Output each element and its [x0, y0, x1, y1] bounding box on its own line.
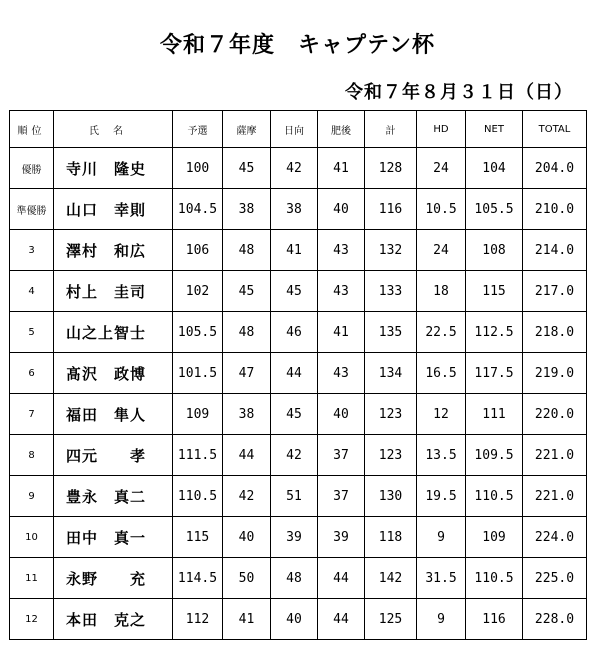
satsuma-score: 42: [223, 476, 271, 517]
satsuma-score: 47: [223, 353, 271, 394]
net-score: 110.5: [466, 558, 523, 599]
kei-score: 135: [365, 312, 417, 353]
satsuma-score: 44: [223, 435, 271, 476]
yosen-score: 109: [173, 394, 223, 435]
yosen-score: 106: [173, 230, 223, 271]
player-name: 福田 隼人: [54, 394, 173, 435]
table-row: [10, 148, 587, 189]
net-score: 109: [466, 517, 523, 558]
table-row: [10, 189, 587, 230]
player-name: 寺川 隆史: [54, 148, 173, 189]
rank-cell: 準優勝: [10, 189, 54, 230]
higo-score: 41: [318, 148, 365, 189]
total-score: 210.0: [523, 189, 587, 230]
satsuma-score: 48: [223, 230, 271, 271]
hyuga-score: 40: [271, 599, 318, 640]
hyuga-score: 45: [271, 394, 318, 435]
event-date: 令和７年８月３１日（日）: [345, 82, 573, 103]
higo-score: 43: [318, 271, 365, 312]
rank-cell: 優勝: [10, 148, 54, 189]
header-row: [10, 111, 587, 148]
table-row: [10, 312, 587, 353]
table-row: [10, 230, 587, 271]
player-name: 山口 幸則: [54, 189, 173, 230]
player-name: 豊永 真二: [54, 476, 173, 517]
higo-score: 43: [318, 230, 365, 271]
satsuma-score: 41: [223, 599, 271, 640]
player-name: 本田 克之: [54, 599, 173, 640]
player-name: 澤村 和広: [54, 230, 173, 271]
handicap: 10.5: [417, 189, 466, 230]
kei-score: 123: [365, 435, 417, 476]
column-header-rank: 順位: [10, 111, 54, 148]
column-header-name: 氏名: [54, 111, 173, 148]
yosen-score: 110.5: [173, 476, 223, 517]
kei-score: 118: [365, 517, 417, 558]
rank-cell: 9: [10, 476, 54, 517]
net-score: 115: [466, 271, 523, 312]
results-table: [9, 110, 587, 640]
handicap: 24: [417, 230, 466, 271]
satsuma-score: 48: [223, 312, 271, 353]
higo-score: 40: [318, 394, 365, 435]
hyuga-score: 51: [271, 476, 318, 517]
kei-score: 116: [365, 189, 417, 230]
higo-score: 43: [318, 353, 365, 394]
table-row: [10, 394, 587, 435]
total-score: 224.0: [523, 517, 587, 558]
higo-score: 39: [318, 517, 365, 558]
player-name: 髙沢 政博: [54, 353, 173, 394]
table-row: [10, 353, 587, 394]
hyuga-score: 42: [271, 435, 318, 476]
net-score: 117.5: [466, 353, 523, 394]
rank-cell: 8: [10, 435, 54, 476]
table-row: [10, 271, 587, 312]
net-score: 112.5: [466, 312, 523, 353]
yosen-score: 111.5: [173, 435, 223, 476]
handicap: 13.5: [417, 435, 466, 476]
results-body: [10, 148, 587, 640]
net-score: 104: [466, 148, 523, 189]
handicap: 31.5: [417, 558, 466, 599]
net-score: 110.5: [466, 476, 523, 517]
rank-cell: 12: [10, 599, 54, 640]
higo-score: 44: [318, 558, 365, 599]
handicap: 9: [417, 517, 466, 558]
table-row: [10, 476, 587, 517]
yosen-score: 115: [173, 517, 223, 558]
kei-score: 133: [365, 271, 417, 312]
yosen-score: 114.5: [173, 558, 223, 599]
player-name: 山之上智士: [54, 312, 173, 353]
page-title: 令和７年度 キャプテン杯: [160, 33, 435, 58]
yosen-score: 101.5: [173, 353, 223, 394]
net-score: 105.5: [466, 189, 523, 230]
total-score: 219.0: [523, 353, 587, 394]
kei-score: 123: [365, 394, 417, 435]
kei-score: 134: [365, 353, 417, 394]
satsuma-score: 45: [223, 148, 271, 189]
handicap: 24: [417, 148, 466, 189]
yosen-score: 100: [173, 148, 223, 189]
net-score: 108: [466, 230, 523, 271]
rank-cell: 3: [10, 230, 54, 271]
kei-score: 130: [365, 476, 417, 517]
total-score: 221.0: [523, 476, 587, 517]
yosen-score: 102: [173, 271, 223, 312]
player-name: 田中 真一: [54, 517, 173, 558]
net-score: 116: [466, 599, 523, 640]
player-name: 四元 孝: [54, 435, 173, 476]
handicap: 9: [417, 599, 466, 640]
satsuma-score: 40: [223, 517, 271, 558]
table-row: [10, 517, 587, 558]
hyuga-score: 39: [271, 517, 318, 558]
hyuga-score: 38: [271, 189, 318, 230]
table-row: [10, 558, 587, 599]
table-row: [10, 599, 587, 640]
column-header-satsuma: 薩摩: [223, 111, 271, 148]
hyuga-score: 41: [271, 230, 318, 271]
total-score: 204.0: [523, 148, 587, 189]
column-header-total: TOTAL: [523, 111, 587, 148]
hyuga-score: 42: [271, 148, 318, 189]
column-header-hd: HD: [417, 111, 466, 148]
rank-cell: 7: [10, 394, 54, 435]
satsuma-score: 45: [223, 271, 271, 312]
kei-score: 132: [365, 230, 417, 271]
rank-cell: 4: [10, 271, 54, 312]
total-score: 228.0: [523, 599, 587, 640]
hyuga-score: 45: [271, 271, 318, 312]
total-score: 214.0: [523, 230, 587, 271]
rank-cell: 10: [10, 517, 54, 558]
higo-score: 37: [318, 476, 365, 517]
column-header-higo: 肥後: [318, 111, 365, 148]
hyuga-score: 44: [271, 353, 318, 394]
yosen-score: 104.5: [173, 189, 223, 230]
higo-score: 41: [318, 312, 365, 353]
player-name: 村上 圭司: [54, 271, 173, 312]
rank-cell: 6: [10, 353, 54, 394]
kei-score: 125: [365, 599, 417, 640]
hyuga-score: 48: [271, 558, 318, 599]
kei-score: 128: [365, 148, 417, 189]
handicap: 12: [417, 394, 466, 435]
column-header-kei: 計: [365, 111, 417, 148]
total-score: 225.0: [523, 558, 587, 599]
column-header-hyuga: 日向: [271, 111, 318, 148]
total-score: 217.0: [523, 271, 587, 312]
column-header-yosen: 予選: [173, 111, 223, 148]
handicap: 19.5: [417, 476, 466, 517]
satsuma-score: 38: [223, 394, 271, 435]
total-score: 220.0: [523, 394, 587, 435]
column-header-net: NET: [466, 111, 523, 148]
table-row: [10, 435, 587, 476]
total-score: 218.0: [523, 312, 587, 353]
handicap: 22.5: [417, 312, 466, 353]
higo-score: 40: [318, 189, 365, 230]
higo-score: 44: [318, 599, 365, 640]
net-score: 109.5: [466, 435, 523, 476]
handicap: 16.5: [417, 353, 466, 394]
hyuga-score: 46: [271, 312, 318, 353]
net-score: 111: [466, 394, 523, 435]
rank-cell: 11: [10, 558, 54, 599]
yosen-score: 112: [173, 599, 223, 640]
yosen-score: 105.5: [173, 312, 223, 353]
kei-score: 142: [365, 558, 417, 599]
satsuma-score: 38: [223, 189, 271, 230]
satsuma-score: 50: [223, 558, 271, 599]
player-name: 永野 充: [54, 558, 173, 599]
handicap: 18: [417, 271, 466, 312]
higo-score: 37: [318, 435, 365, 476]
total-score: 221.0: [523, 435, 587, 476]
rank-cell: 5: [10, 312, 54, 353]
